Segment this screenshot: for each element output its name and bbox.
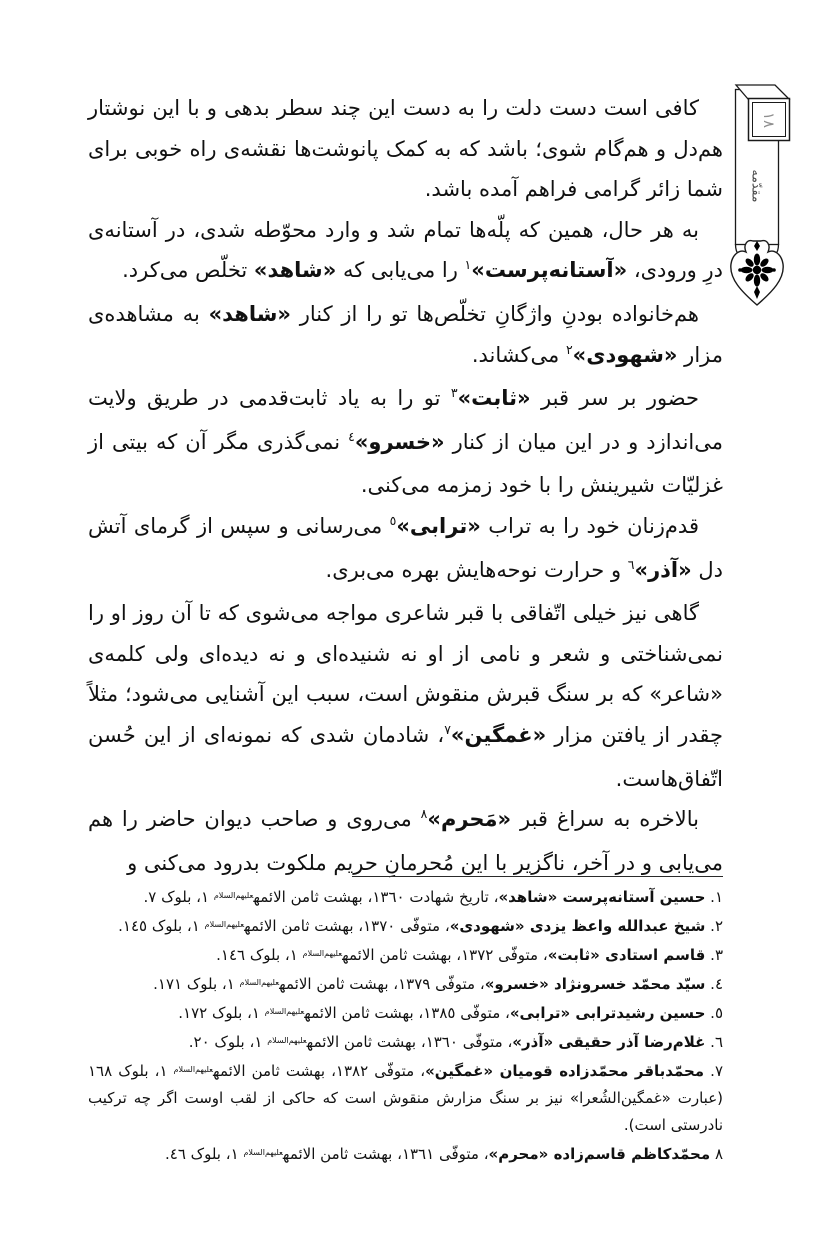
text-segment: به مشاهده‌ی مزار [88, 301, 723, 367]
paragraph [88, 210, 723, 294]
footnote-item [88, 1027, 723, 1056]
footnote-item [88, 940, 723, 969]
text-segment: شیخ عبدالله واعظ یزدی «شهودی» [449, 917, 706, 935]
text-segment: حسین آستانه‌پرست «شاهد» [498, 888, 706, 906]
paragraph [88, 378, 723, 506]
text-segment: ٣. [705, 946, 723, 964]
section-bookmark-tab [726, 58, 802, 312]
text-segment: «خسرو» [354, 429, 445, 454]
text-segment: ، شادمان شدی که نمونه‌ای از این حُسن اتّفاق‌هاست. [88, 722, 723, 791]
text-segment: محمّدکاظم قاسم‌زاده «محرم» [488, 1145, 711, 1163]
text-segment: ، متوفّی ١٣٧٩، بهشت ثامن الائمه [279, 975, 485, 993]
text-segment: بالاخره به سراغ قبر [511, 807, 700, 832]
text-segment: کافی است دست دلت را به دست این چند سطر بدهی و با این نوشتار هم‌دل و هم‌گام شوی؛ باشد که به کمک پانوشت‌ها نقشه‌ی راه خوبی برای شما زائر گرامی فراهم آمده باشد. [88, 96, 723, 202]
text-segment: «شاهد» [208, 301, 291, 326]
footnote-ref: ١ [464, 257, 472, 273]
text-segment: ١، بلوک ٢٠. [188, 1033, 268, 1051]
footnote-item [88, 998, 723, 1027]
footnote-item [88, 911, 723, 940]
text-segment: غلام‌رضا آذر حقیقی «آذر» [512, 1033, 706, 1051]
text-segment: ٦. [705, 1033, 723, 1051]
honorific-mark: علیهم‌السلام [267, 1036, 307, 1045]
text-segment: به هر حال، همین که پلّه‌ها تمام شد و وارد محوّطه شدی، در آستانه‌ی درِ ورودی، [88, 217, 723, 283]
text-segment: «ترابی» [396, 513, 481, 538]
text-segment: ، متوفّی ١٣٧٠، بهشت ثامن الائمه [244, 917, 450, 935]
text-segment: ، متوفّی ١٣٦١، بهشت ثامن الائمه [282, 1145, 489, 1163]
footnote-ref: ٥ [389, 512, 397, 528]
text-segment: ، متوفّی ١٣٨٢، بهشت ثامن الائمه [213, 1062, 426, 1080]
honorific-mark: علیهم‌السلام [302, 949, 343, 958]
footnote-ref: ٤ [348, 428, 355, 444]
text-segment: «غمگین» [450, 722, 547, 747]
text-segment: قاسم استادی «ثابت» [547, 946, 706, 964]
text-segment: ٢. [705, 917, 723, 935]
text-segment: ١، بلوک ١٤٦. [216, 946, 303, 964]
honorific-mark: علیهم‌السلام [243, 1148, 283, 1157]
footnote-ref: ٨ [420, 806, 428, 822]
footnote-ref: ٧ [444, 721, 451, 737]
text-segment: و حرارت نوحه‌هایش بهره می‌بری. [325, 557, 628, 582]
text-segment: ٧. [704, 1062, 723, 1080]
honorific-mark: علیهم‌السلام [204, 920, 245, 929]
footnote-separator [352, 876, 723, 877]
text-segment: تو را به یاد ثابت‌قدمی در طریق ولایت می‌اندازد و در این میان از کنار [88, 386, 724, 454]
text-segment: قدم‌زنان خود را به تراب [480, 513, 699, 538]
text-segment: هم‌خانواده بودنِ واژگانِ تخلّص‌ها تو را از کنار [290, 301, 700, 326]
text-segment: ، متوفّی ١٣٦٠، بهشت ثامن الائمه [306, 1033, 513, 1051]
text-segment: ١. [705, 888, 723, 906]
footnote-ref: ٢ [565, 341, 573, 357]
footnote-item [88, 882, 723, 911]
paragraph [88, 294, 723, 378]
text-segment: «ثابت» [457, 386, 531, 411]
footnote-item [88, 1056, 723, 1139]
text-segment: محمّدباقر محمّدزاده قومیان «غمگین» [425, 1062, 705, 1080]
text-segment: نمی‌گذری مگر آن که بیتی از غزلیّات شیرینش را با خود زمزمه می‌کنی. [88, 429, 723, 498]
text-segment: «آستانه‌پرست» [471, 258, 628, 283]
text-segment: ١، بلوک ١٧٢. [178, 1004, 265, 1022]
footnote-item [88, 1139, 723, 1168]
page-number: ۱۸ [760, 111, 778, 129]
text-segment: سیّد محمّد خسرونژاد «خسرو» [484, 975, 706, 993]
paragraph [88, 799, 723, 883]
text-segment: ١، بلوک ٧. [143, 888, 214, 906]
honorific-mark: علیهم‌السلام [264, 1007, 305, 1016]
text-segment: ١، بلوک ١٧١. [153, 975, 240, 993]
text-segment: ٤. [705, 975, 723, 993]
text-segment: حسین رشیدترابی «ترابی» [509, 1004, 706, 1022]
footnote-ref: ٦ [627, 556, 635, 572]
footnote-item [88, 969, 723, 998]
honorific-mark: علیهم‌السلام [213, 891, 254, 900]
text-segment: ، متوفّی ١٣٨٥، بهشت ثامن الائمه [304, 1004, 510, 1022]
paragraph [88, 506, 723, 593]
text-segment: «شهودی» [572, 342, 678, 367]
honorific-mark: علیهم‌السلام [239, 978, 280, 987]
footnote-list [88, 882, 723, 1168]
text-segment: ٥. [705, 1004, 723, 1022]
text-segment: ، تاریخ شهادت ١٣٦٠، بهشت ثامن الائمه [253, 888, 499, 906]
text-segment: می‌کشاند. [471, 342, 566, 367]
text-segment: «شاهد» [253, 258, 337, 283]
text-segment: ، متوفّی ١٣٧٢، بهشت ثامن الائمه [342, 946, 548, 964]
paragraph [88, 593, 723, 799]
text-segment: ١، بلوک ١٤٥. [118, 917, 205, 935]
main-text-column [88, 88, 723, 883]
text-segment: «آذر» [634, 557, 692, 582]
text-segment: حضور بر سر قبر [530, 386, 700, 411]
section-title: مقدّمه [749, 169, 765, 203]
text-segment: گاهی نیز خیلی اتّفاقی با قبر شاعری مواجه می‌شوی که تا آن روز او را نمی‌شناختی و شعر و نامی از او نه شنیده‌ای و نه دیده‌ای ولی کلمه‌ی «شاعر» که بر سنگ قبرش منقوش است، سبب این آشنایی می‌شود؛ مثلاً چقدر از یافتن مزار [88, 601, 723, 747]
text-segment: ١، بلوک ١٦٨ (عبارت «غمگین‌الشُعرا» نیز بر سنگ مزارش منقوش است که حاکی از لقب اوست اگر چه ترکیب نادرستی است). [88, 1062, 723, 1134]
text-segment: «مَحرم» [427, 807, 512, 832]
paragraph [88, 88, 723, 210]
text-segment: می‌رسانی و سپس از گرمای آتش دل [88, 513, 723, 582]
text-segment: می‌روی و صاحب دیوان حاضر را هم می‌یابی و در آخر، ناگزیر با این مُحرمانِ حریم ملکوت بدرود می‌کنی و [88, 807, 723, 875]
text-segment: ٨ [710, 1145, 723, 1163]
text-segment: تخلّص می‌کرد. [122, 258, 254, 283]
footnote-ref: ٣ [450, 385, 458, 401]
text-segment: ١، بلوک ٤٦. [164, 1145, 244, 1163]
text-segment: را می‌یابی که [336, 258, 465, 283]
honorific-mark: علیهم‌السلام [173, 1065, 214, 1074]
